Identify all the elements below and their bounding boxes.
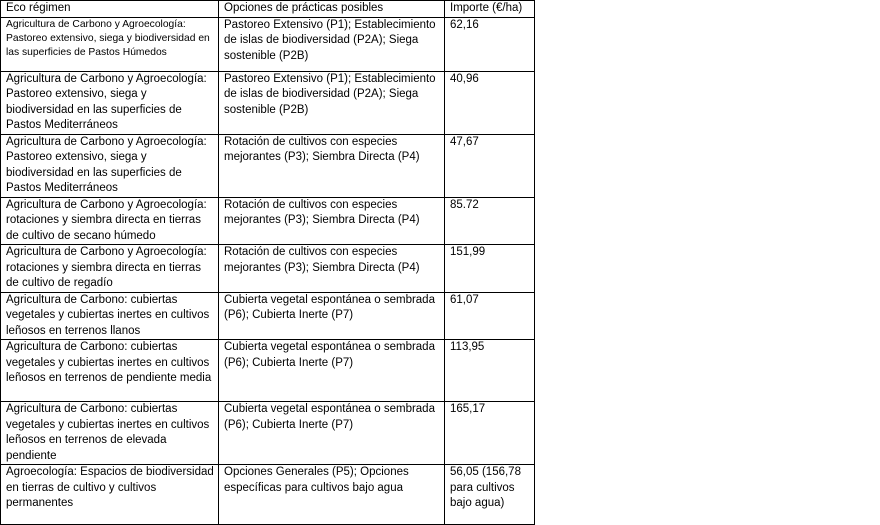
cell-importe: 47,67 — [445, 134, 535, 197]
cell-practicas: Pastoreo Extensivo (P1); Establecimiento de islas de biodiversidad (P2A); Siega sostenible (P2B) — [219, 71, 445, 134]
cell-eco-regimen: Agricultura de Carbono y Agroecología: rotaciones y siembra directa en tierras de cultivo de secano húmedo — [1, 197, 219, 245]
cell-practicas: Cubierta vegetal espontánea o sembrada (P6); Cubierta Inerte (P7) — [219, 402, 445, 465]
cell-eco-regimen: Agricultura de Carbono: cubiertas vegetales y cubiertas inertes en cultivos leñosos en terrenos de pendiente media — [1, 340, 219, 402]
table-row — [1, 340, 535, 402]
cell-eco-regimen: Agricultura de Carbono y Agroecología: Pastoreo extensivo, siega y biodiversidad en las superficies de Pastos Húmedos — [1, 17, 219, 71]
cell-practicas: Rotación de cultivos con especies mejorantes (P3); Siembra Directa (P4) — [219, 197, 445, 245]
cell-practicas: Pastoreo Extensivo (P1); Establecimiento de islas de biodiversidad (P2A); Siega sostenible (P2B) — [219, 17, 445, 71]
cell-eco-regimen: Agricultura de Carbono y Agroecología: Pastoreo extensivo, siega y biodiversidad en las superficies de Pastos Mediterráneos — [1, 71, 219, 134]
table-row — [1, 134, 535, 197]
cell-eco-regimen: Agricultura de Carbono: cubiertas vegetales y cubiertas inertes en cultivos leñosos en terrenos de elevada pendiente — [1, 402, 219, 465]
cell-practicas: Cubierta vegetal espontánea o sembrada (P6); Cubierta Inerte (P7) — [219, 292, 445, 340]
table-header-row — [1, 1, 535, 18]
cell-practicas: Rotación de cultivos con especies mejorantes (P3); Siembra Directa (P4) — [219, 245, 445, 293]
cell-eco-regimen: Agricultura de Carbono y Agroecología: rotaciones y siembra directa en tierras de cultivo de regadío — [1, 245, 219, 293]
cell-importe: 113,95 — [445, 340, 535, 402]
table-row — [1, 245, 535, 293]
cell-importe: 151,99 — [445, 245, 535, 293]
cell-importe: 62,16 — [445, 17, 535, 71]
table-row — [1, 17, 535, 71]
cell-eco-regimen: Agricultura de Carbono: cubiertas vegetales y cubiertas inertes en cultivos leñosos en terrenos llanos — [1, 292, 219, 340]
header-eco-regimen: Eco régimen — [1, 1, 219, 18]
header-importe: Importe (€/ha) — [445, 1, 535, 18]
cell-importe: 56,05 (156,78 para cultivos bajo agua) — [445, 465, 535, 525]
cell-importe: 40,96 — [445, 71, 535, 134]
cell-practicas: Rotación de cultivos con especies mejorantes (P3); Siembra Directa (P4) — [219, 134, 445, 197]
cell-practicas: Cubierta vegetal espontánea o sembrada (P6); Cubierta Inerte (P7) — [219, 340, 445, 402]
table-row — [1, 197, 535, 245]
cell-eco-regimen: Agricultura de Carbono y Agroecología: Pastoreo extensivo, siega y biodiversidad en las superficies de Pastos Mediterráneos — [1, 134, 219, 197]
header-opciones-practicas: Opciones de prácticas posibles — [219, 1, 445, 18]
cell-practicas: Opciones Generales (P5); Opciones específicas para cultivos bajo agua — [219, 465, 445, 525]
cell-eco-regimen: Agroecología: Espacios de biodiversidad en tierras de cultivo y cultivos permanentes — [1, 465, 219, 525]
cell-importe: 165,17 — [445, 402, 535, 465]
cell-importe: 85.72 — [445, 197, 535, 245]
cell-importe: 61,07 — [445, 292, 535, 340]
table-row — [1, 71, 535, 134]
table-row — [1, 402, 535, 465]
table-row — [1, 292, 535, 340]
